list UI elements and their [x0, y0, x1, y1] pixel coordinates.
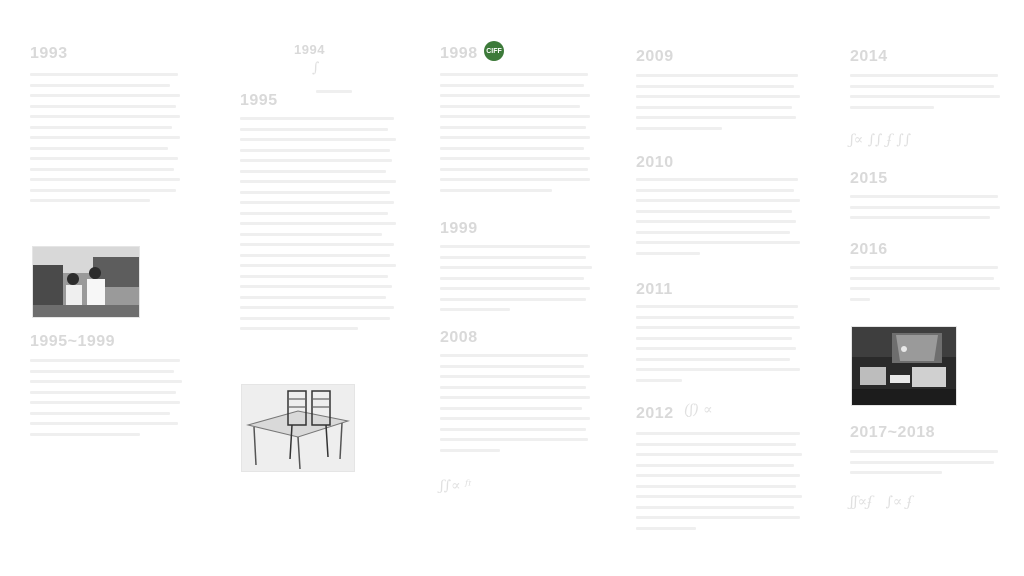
paragraph-block: [850, 195, 1000, 227]
year-heading: 2008: [440, 329, 478, 346]
ciff-logo: CIFF: [484, 41, 504, 61]
historic-photo: [32, 246, 140, 318]
signature-mark: ʃʃ∝ʄ ∫∝ ʄ: [850, 494, 913, 510]
year-heading: 2015: [850, 170, 888, 187]
year-heading: 1995: [240, 92, 278, 109]
signature-mark: ʃ∫∝ ᶠᶦ: [440, 478, 472, 494]
product-photo-table: [241, 384, 355, 472]
signature-mark: ʃ∝ ∫∫ ʄ ∫∫: [850, 132, 911, 148]
paragraph-block: [636, 432, 802, 537]
paragraph-block: [30, 359, 182, 443]
year-heading: 1993: [30, 45, 68, 62]
handwritten-mark: ∫: [312, 60, 320, 76]
handwritten-mark: (ʃ) ∝: [684, 402, 713, 418]
paragraph-block: [440, 354, 590, 459]
year-heading: 2009: [636, 48, 674, 65]
paragraph-block: [850, 450, 1000, 482]
year-heading: 2012: [636, 405, 674, 422]
paragraph-block: [30, 73, 180, 210]
paragraph-block: [440, 73, 590, 199]
year-heading: 2016: [850, 241, 888, 258]
caption-line: [316, 90, 352, 101]
paragraph-block: [636, 178, 800, 262]
paragraph-block: [440, 245, 592, 319]
interior-photo: [851, 326, 957, 406]
paragraph-block: [850, 266, 1000, 308]
year-heading: 2017~2018: [850, 424, 936, 441]
year-heading: 2010: [636, 154, 674, 171]
year-heading: 2014: [850, 48, 888, 65]
year-heading: 1995~1999: [30, 333, 116, 350]
year-heading: 1998: [440, 45, 478, 62]
year-heading: 1999: [440, 220, 478, 237]
year-heading: 1994: [294, 42, 325, 57]
paragraph-block: [636, 305, 800, 389]
paragraph-block: [636, 74, 800, 137]
paragraph-block: [850, 74, 1000, 116]
year-heading: 2011: [636, 281, 673, 298]
paragraph-block: [240, 117, 396, 338]
